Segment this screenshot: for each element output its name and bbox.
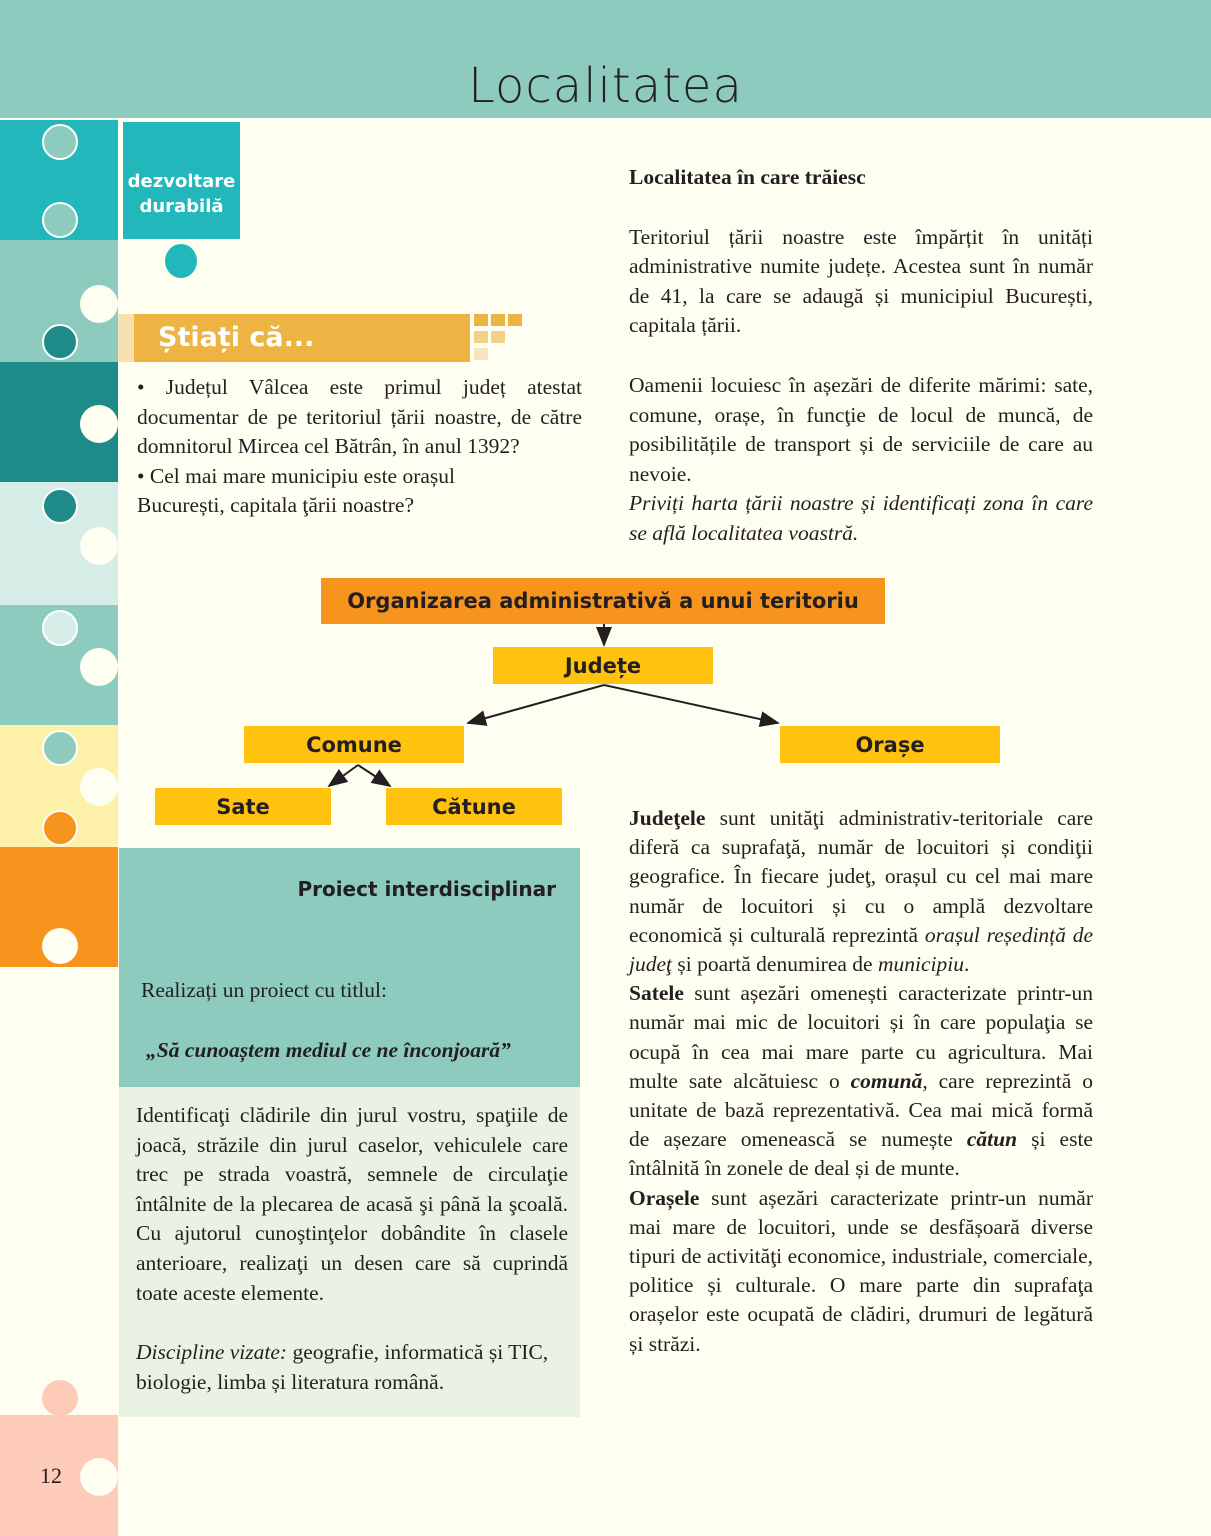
diagram-node-sate: Sate bbox=[155, 788, 331, 825]
explanation-section bbox=[629, 804, 1093, 1359]
term-catun: cătun bbox=[966, 1127, 1018, 1152]
badge-line1: dezvoltare bbox=[127, 171, 236, 192]
page-title: Localitatea bbox=[468, 58, 743, 114]
text: sunt unităţi administrativ-teritoriale care diferă ca suprafaţă, număr de locuitori și condiţii geografice. În fiecare judeţ, orașul cu cel mai mare număr de locuitori și cu o amplă dezvoltare economică și culturală reprezintă bbox=[629, 806, 1093, 947]
diagram-node-catune: Cătune bbox=[386, 788, 562, 825]
text: sunt așezări omenești caracterizate printr-un număr mai mic de locuitori și în care populaţia se ocupă în cea mai mare parte cu agricultura. Mai multe sate alcătuiesc o bbox=[629, 981, 1093, 1093]
project-details bbox=[119, 1087, 580, 1417]
fact-item: • Cel mai mare municipiu este orașul București, capitala ţării noastre? bbox=[137, 463, 455, 518]
project-disciplines bbox=[136, 1338, 568, 1397]
text: , care reprezintă o unitate de bază reprezentativă. Cea mai mică formă de așezare omenească se numește bbox=[629, 1068, 1093, 1152]
project-description: Identificaţi clădirile din jurul vostru, spaţiile de joacă, străzile din jurul caselor, vehiculele care trec pe strada voastră, semnele de circulaţie întâlnite de la plecarea de acasă şi până la şcoală. Cu ajutorul cunoştinţelor dobândite în clasele anterioare, realizaţi un desen care să cuprindă toate aceste elemente. bbox=[136, 1103, 568, 1305]
disciplines-list: geografie, informatică și TIC, biologie, limba și literatura română. bbox=[136, 1340, 549, 1394]
term-orase: Orașele bbox=[629, 1185, 700, 1210]
intro-instruction: Priviți harta țării noastre și identificați zona în care se află localitatea voastră. bbox=[629, 491, 1093, 545]
text: și poartă denumirea de bbox=[672, 952, 878, 977]
intro-heading: Localitatea în care trăiesc bbox=[629, 165, 866, 189]
diagram-node-judete: Județe bbox=[493, 647, 713, 684]
sate-paragraph bbox=[629, 979, 1093, 1183]
badge-line2: durabilă bbox=[139, 196, 224, 217]
text: sunt așezări caracterizate printr-un număr mai mare de locuitori, unde se desfășoară diverse tipuri de activităţi economice, industriale, comerciale, politice și culturale. O mare parte din suprafaţa orașelor este ocupată de clădiri, drumuri de legătură și străzi. bbox=[629, 1185, 1093, 1356]
judete-paragraph: Judeţele sunt unităţi administrativ-teritoriale care diferă ca suprafaţă, număr de locuitori și condiţii geografice. În fiecare judeţ, orașul cu cel mai mare număr de locuitori și cu o amplă dezvoltare economică și culturală reprezintă orașul reședință de judeţ și poartă denumirea de municipiu. bbox=[629, 806, 1093, 977]
diagram-node-comune: Comune bbox=[244, 726, 464, 763]
intro-paragraph: Oamenii locuiesc în așezări de diferite mărimi: sate, comune, orașe, în funcţie de locul de muncă, de posibilitățile de transport și de serviciile de care au nevoie. bbox=[629, 372, 1093, 486]
term-sate: Satele bbox=[629, 981, 684, 1006]
project-title: Proiect interdisciplinar bbox=[297, 877, 556, 901]
page-number: 12 bbox=[40, 1463, 62, 1488]
term-municipiu: municipiu bbox=[877, 952, 964, 977]
intro-paragraph: Teritoriul țării noastre este împărțit în unități administrative numite județe. Acestea sunt în număr de 41, la care se adaugă și municipiul București, capitala țării. bbox=[629, 224, 1093, 338]
term-resedinta: orașul reședință de judeţ bbox=[629, 922, 1093, 977]
diagram-title-box: Organizarea administrativă a unui teritoriu bbox=[321, 578, 885, 624]
disciplines-label: Discipline vizate: bbox=[136, 1340, 288, 1365]
term-comuna: comună bbox=[850, 1068, 923, 1093]
term-judete: Judeţele bbox=[629, 806, 706, 830]
orase-paragraph bbox=[629, 1184, 1093, 1359]
project-instruction: Realizați un proiect cu titlul: bbox=[141, 978, 387, 1002]
text: și este întâlnită în zonele de deal și de munte. bbox=[629, 1127, 1093, 1181]
project-name: „Să cunoaștem mediul ce ne înconjoară” bbox=[146, 1038, 511, 1062]
fact-item: • Județul Vâlcea este primul județ atestat documentar de pe teritoriul țării noastre, de către domnitorul Mircea cel Bătrân, în anul 1392? bbox=[137, 375, 582, 459]
diagram-node-orase: Orașe bbox=[780, 726, 1000, 763]
project-box bbox=[119, 848, 580, 1087]
did-you-know-title: Știați că... bbox=[158, 322, 315, 353]
